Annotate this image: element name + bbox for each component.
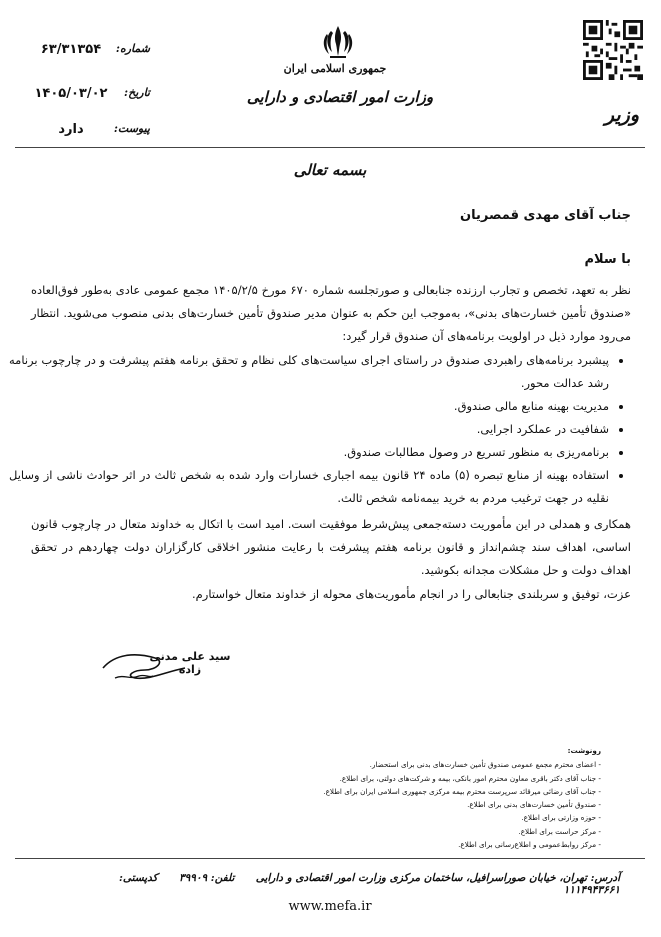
qr-code <box>583 20 643 80</box>
footer-contact <box>60 872 620 896</box>
copies-title: رونوشت: <box>567 746 601 755</box>
signatory-name: سید علی مدنی زاده <box>149 650 231 676</box>
intro-paragraph: نظر به تعهد، تخصص و تجارب ارزنده جنابعالی و صورتجلسه شماره ۶۷۰ مورخ ۱۴۰۵/۲/۵ مجمع عمومی عادی به‌طور فوق‌العاده «صندوق تأمین خسارت‌های بدنی»، به‌موجب این حکم به عنوان مدیر صندوق تأمین خسارت‌های بدنی منصوب می‌شوید. انتظار می‌رود موارد ذیل در اولویت برنامه‌های آن صندوق قرار گیرد: <box>31 283 631 343</box>
copy-item: - صندوق تأمین خسارت‌های بدنی برای اطلاع. <box>467 800 601 810</box>
list-item: • استفاده بهینه از منابع تبصره (۵) ماده ۲۴ قانون بیمه اجباری خسارات وارد شده به شخص ثالث در اثر حوادث ناشی از وسایل نقلیه در جهت ترغیب مردم به خرید بیمه‌نامه شخص ثالث. <box>9 464 609 510</box>
priority-list <box>9 349 631 510</box>
copy-item: - مرکز روابط‌عمومی و اطلاع‌رسانی برای اطلاع. <box>458 840 601 850</box>
minister-title: وزیر <box>604 104 639 126</box>
copy-item: - جناب آقای رضائی میرقائد سرپرست محترم بیمه مرکزی جمهوری اسلامی ایران برای اطلاع. <box>323 786 601 796</box>
letter-attachment <box>30 122 150 142</box>
copy-item: - جناب آقای دکتر باقری معاون محترم امور بانکی، بیمه و شرکت‌های دولتی، برای اطلاع. <box>339 773 601 783</box>
list-item: • پیشبرد برنامه‌های راهبردی صندوق در راستای اجرای سیاست‌های کلی نظام و تحقق برنامه هفتم پیشرفت و در چارچوب برنامه رشد عدالت محور. <box>9 349 609 395</box>
footer-divider <box>15 858 645 859</box>
copies-list <box>221 744 601 851</box>
cooperation-paragraph: همکاری و همدلی در این مأموریت دسته‌جمعی پیش‌شرط موفقیت است. امید است با اتکال به خداوند متعال در چارچوب قانون اساسی، اهداف سند چشم‌انداز و قانون برنامه هفتم پیشرفت با رعایت منشور اخلاقی کارگزاران دولت چهاردهم در تحقق اهداف دولت و حل مشکلات مجدانه بکوشید. <box>31 517 631 577</box>
footer-postal-code: کدپستی: ۱۱۱۴۹۴۳۶۶۱ <box>119 872 620 896</box>
date-value: ۱۴۰۵/۰۳/۰۲ <box>34 86 108 101</box>
addressee: جناب آقای مهدی قمصریان <box>460 208 631 223</box>
ministry-title: وزارت امور اقتصادی و دارایی <box>246 88 434 106</box>
number-value: ۶۳/۳۱۳۵۴ <box>40 42 102 57</box>
salutation: با سلام <box>584 252 631 267</box>
republic-title: جمهوری اسلامی ایران <box>283 62 387 75</box>
header-divider <box>15 147 645 148</box>
letter-number <box>30 42 150 62</box>
copy-item: - اعضای محترم مجمع عمومی صندوق تأمین خسارت‌های بدنی برای استحضار. <box>369 760 601 770</box>
closing-paragraph: عزت، توفیق و سربلندی جنابعالی را در انجام مأموریت‌های محوله از خداوند متعال خواستارم. <box>192 587 631 601</box>
website-link[interactable]: www.mefa.ir <box>288 899 372 914</box>
list-item: • برنامه‌ریزی به منظور تسریع در وصول مطالبات صندوق. <box>9 441 609 464</box>
number-label: شماره: <box>115 42 150 55</box>
footer-address: آدرس: تهران، خیابان صوراسرافیل، ساختمان مرکزی وزارت امور اقتصادی و دارایی <box>255 872 620 884</box>
footer-phone: تلفن: ۳۹۹۰۹ <box>178 872 235 884</box>
copy-item: - حوزه وزارتی برای اطلاع. <box>521 813 601 823</box>
list-item: • مدیریت بهینه منابع مالی صندوق. <box>9 395 609 418</box>
letter-date <box>30 86 150 106</box>
date-label: تاریخ: <box>124 86 150 99</box>
attachment-value: دارد <box>58 122 84 137</box>
iran-emblem-icon <box>318 22 358 62</box>
copy-item: - مرکز حراست برای اطلاع. <box>518 826 601 836</box>
list-item: • شفافیت در عملکرد اجرایی. <box>9 418 609 441</box>
attachment-label: پیوست: <box>113 122 150 135</box>
bismillah: بسمه تعالی <box>293 161 367 179</box>
